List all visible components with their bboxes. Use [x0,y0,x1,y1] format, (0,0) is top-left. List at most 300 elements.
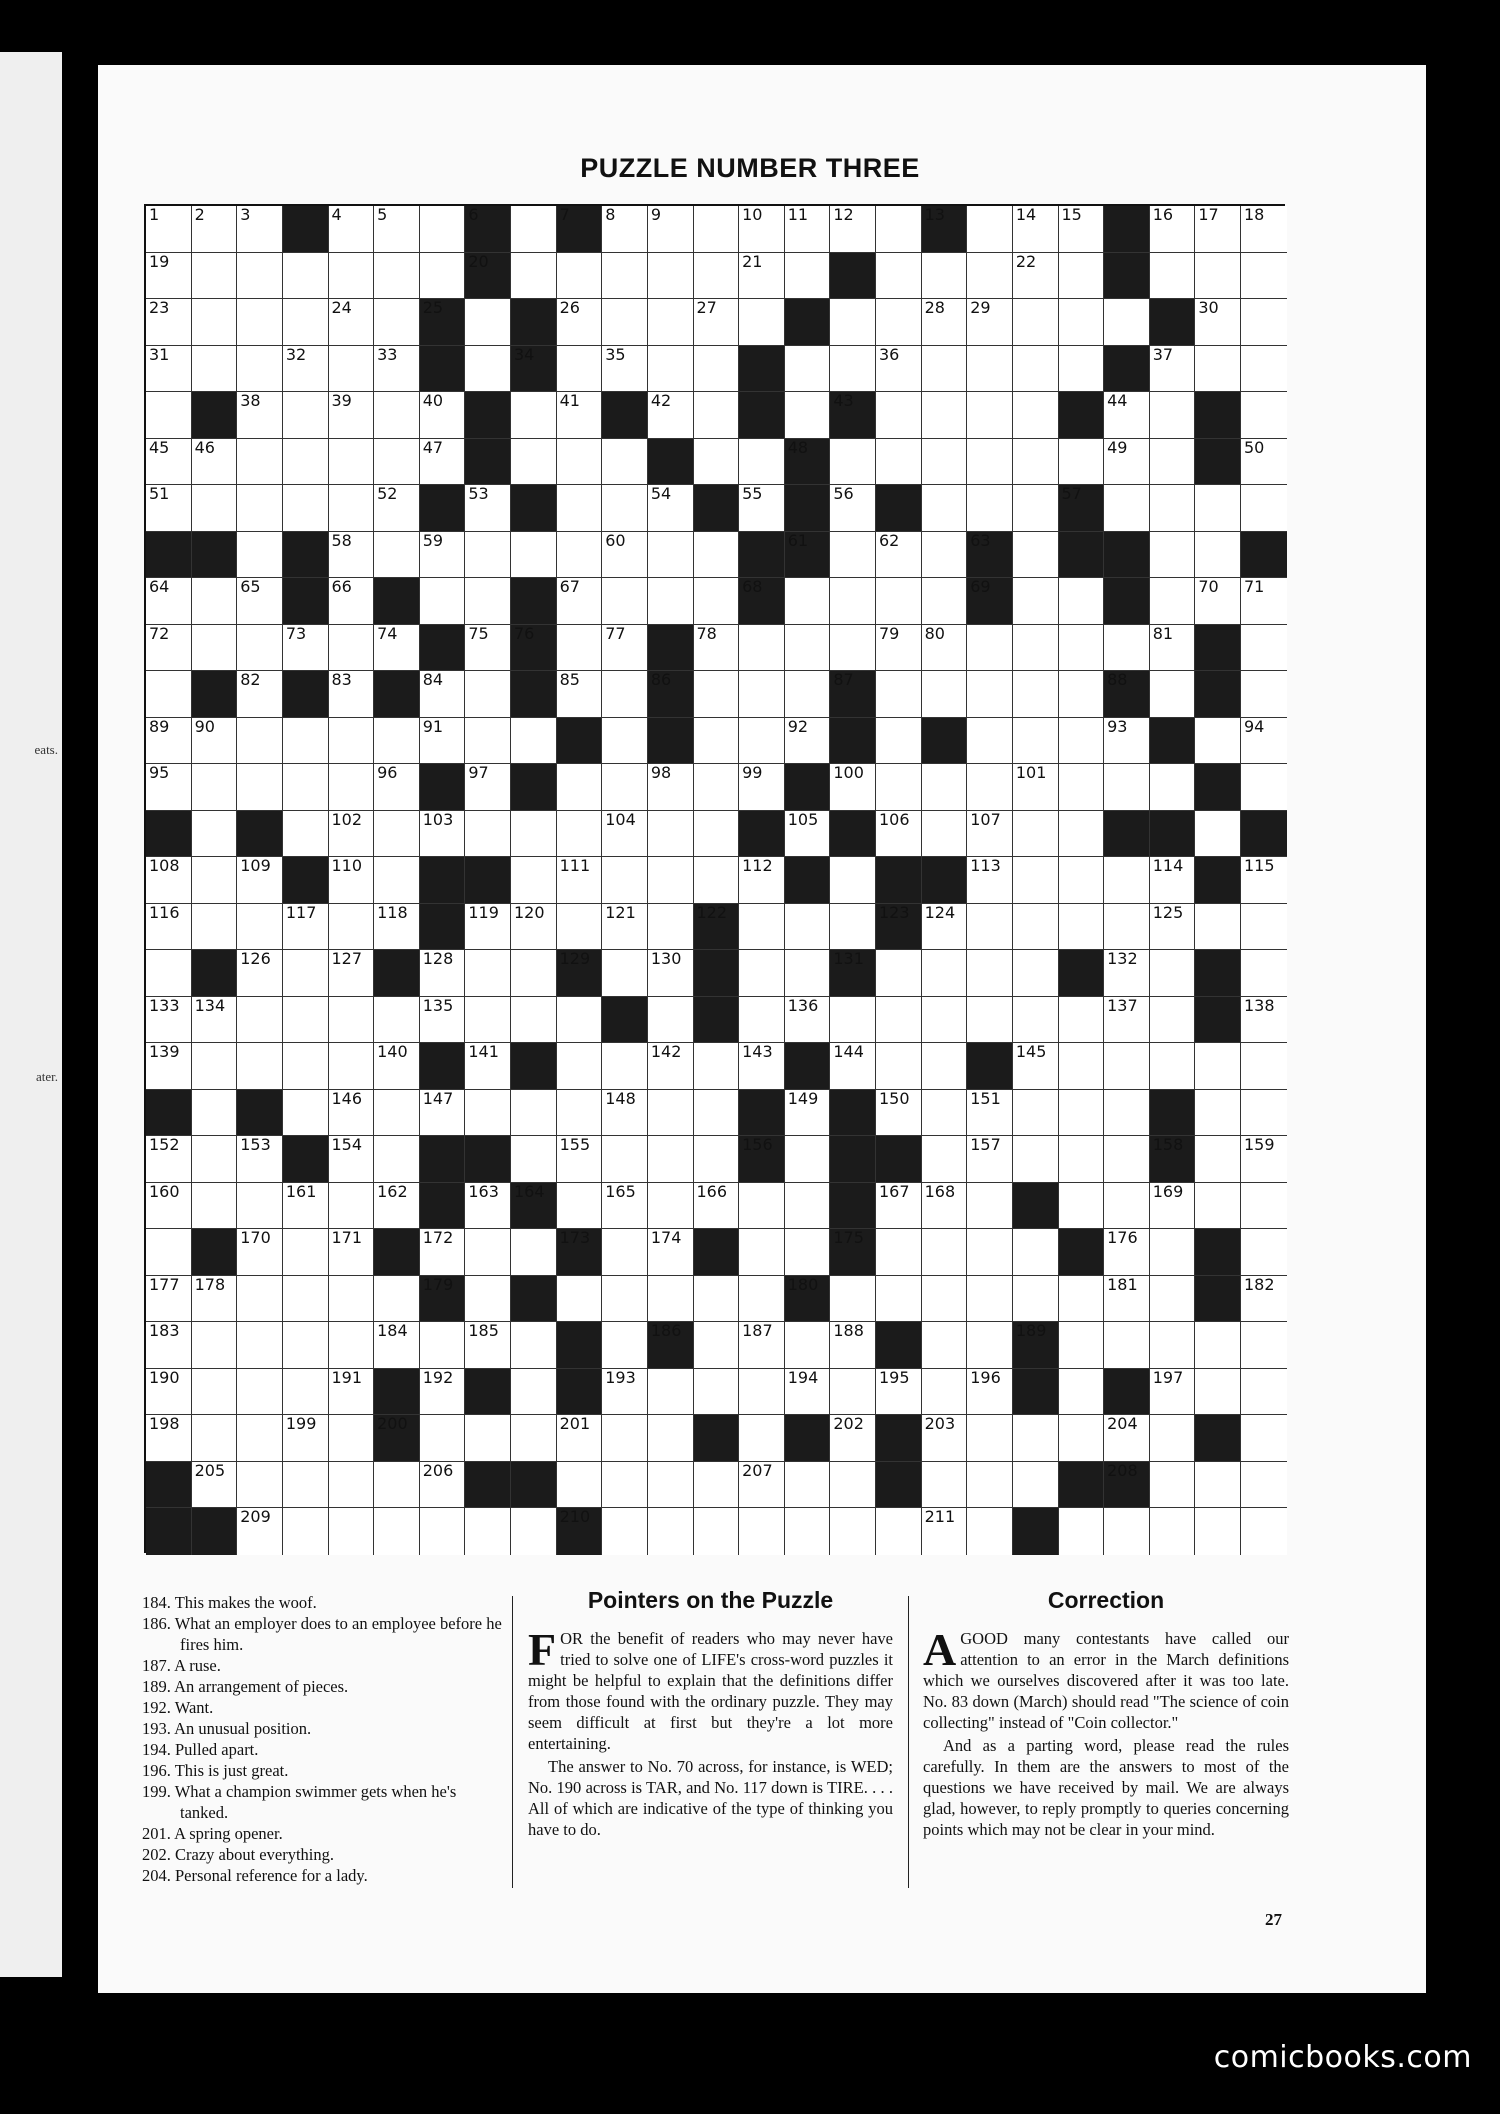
grid-cell[interactable] [237,1415,283,1462]
grid-cell[interactable] [557,1276,603,1323]
grid-cell[interactable] [785,1136,831,1183]
grid-cell[interactable] [329,1229,375,1276]
grid-cell[interactable] [1059,1276,1105,1323]
grid-cell[interactable] [237,671,283,718]
grid-cell[interactable] [1013,1043,1059,1090]
grid-cell[interactable] [922,671,968,718]
grid-cell[interactable] [830,625,876,672]
grid-cell[interactable] [1241,625,1287,672]
grid-cell[interactable] [192,1043,238,1090]
grid-cell[interactable] [1241,857,1287,904]
grid-cell[interactable] [1195,1183,1241,1230]
grid-cell[interactable] [192,811,238,858]
grid-cell[interactable] [648,1229,694,1276]
grid-cell[interactable] [192,1322,238,1369]
grid-cell[interactable] [465,764,511,811]
grid-cell[interactable] [283,439,329,486]
grid-cell[interactable] [1013,1415,1059,1462]
grid-cell[interactable] [374,718,420,765]
grid-cell[interactable] [146,392,192,439]
grid-cell[interactable] [1059,1183,1105,1230]
grid-cell[interactable] [557,1183,603,1230]
grid-cell[interactable] [237,578,283,625]
grid-cell[interactable] [648,1462,694,1509]
grid-cell[interactable] [830,299,876,346]
grid-cell[interactable] [420,532,466,579]
grid-cell[interactable] [830,764,876,811]
grid-cell[interactable] [739,1229,785,1276]
grid-cell[interactable] [648,578,694,625]
grid-cell[interactable] [694,857,740,904]
grid-cell[interactable] [1104,439,1150,486]
grid-cell[interactable] [237,206,283,253]
grid-cell[interactable] [1013,857,1059,904]
grid-cell[interactable] [511,1508,557,1555]
grid-cell[interactable] [1059,1415,1105,1462]
grid-cell[interactable] [967,625,1013,672]
grid-cell[interactable] [922,764,968,811]
grid-cell[interactable] [922,1043,968,1090]
grid-cell[interactable] [648,904,694,951]
grid-cell[interactable] [283,1462,329,1509]
grid-cell[interactable] [602,1369,648,1416]
grid-cell[interactable] [876,392,922,439]
grid-cell[interactable] [1195,1462,1241,1509]
grid-cell[interactable] [146,1229,192,1276]
grid-cell[interactable] [830,1462,876,1509]
grid-cell[interactable] [283,1322,329,1369]
grid-cell[interactable] [694,1462,740,1509]
grid-cell[interactable] [785,718,831,765]
grid-cell[interactable] [1059,718,1105,765]
grid-cell[interactable] [1150,346,1196,393]
grid-cell[interactable] [922,904,968,951]
grid-cell[interactable] [648,299,694,346]
grid-cell[interactable] [876,253,922,300]
grid-cell[interactable] [237,1183,283,1230]
grid-cell[interactable] [602,1508,648,1555]
grid-cell[interactable] [1013,950,1059,997]
grid-cell[interactable] [192,1183,238,1230]
grid-cell[interactable] [374,392,420,439]
grid-cell[interactable] [237,950,283,997]
grid-cell[interactable] [1241,1136,1287,1183]
grid-cell[interactable] [739,950,785,997]
grid-cell[interactable] [557,625,603,672]
grid-cell[interactable] [237,392,283,439]
grid-cell[interactable] [283,1043,329,1090]
grid-cell[interactable] [283,1415,329,1462]
grid-cell[interactable] [557,578,603,625]
grid-cell[interactable] [1150,578,1196,625]
grid-cell[interactable] [648,1415,694,1462]
grid-cell[interactable] [648,1276,694,1323]
grid-cell[interactable] [648,1183,694,1230]
grid-cell[interactable] [237,1136,283,1183]
grid-cell[interactable] [465,1415,511,1462]
grid-cell[interactable] [1241,439,1287,486]
grid-cell[interactable] [1013,1090,1059,1137]
grid-cell[interactable] [511,950,557,997]
grid-cell[interactable] [922,1229,968,1276]
grid-cell[interactable] [374,1043,420,1090]
grid-cell[interactable] [420,671,466,718]
grid-cell[interactable] [602,1136,648,1183]
grid-cell[interactable] [283,253,329,300]
grid-cell[interactable] [876,439,922,486]
grid-cell[interactable] [1013,997,1059,1044]
grid-cell[interactable] [1013,718,1059,765]
grid-cell[interactable] [967,1462,1013,1509]
grid-cell[interactable] [192,299,238,346]
grid-cell[interactable] [739,625,785,672]
grid-cell[interactable] [1059,1369,1105,1416]
grid-cell[interactable] [1059,346,1105,393]
grid-cell[interactable] [1059,299,1105,346]
grid-cell[interactable] [876,950,922,997]
grid-cell[interactable] [283,299,329,346]
grid-cell[interactable] [420,1462,466,1509]
grid-cell[interactable] [1241,1183,1287,1230]
grid-cell[interactable] [374,764,420,811]
grid-cell[interactable] [602,1229,648,1276]
grid-cell[interactable] [922,1136,968,1183]
grid-cell[interactable] [557,1090,603,1137]
grid-cell[interactable] [1104,950,1150,997]
grid-cell[interactable] [694,1322,740,1369]
grid-cell[interactable] [557,532,603,579]
grid-cell[interactable] [785,997,831,1044]
grid-cell[interactable] [739,718,785,765]
grid-cell[interactable] [1104,857,1150,904]
grid-cell[interactable] [785,1322,831,1369]
grid-cell[interactable] [648,1043,694,1090]
grid-cell[interactable] [557,671,603,718]
grid-cell[interactable] [146,718,192,765]
grid-cell[interactable] [602,532,648,579]
grid-cell[interactable] [1059,904,1105,951]
grid-cell[interactable] [557,857,603,904]
grid-cell[interactable] [1150,764,1196,811]
grid-cell[interactable] [1059,1136,1105,1183]
grid-cell[interactable] [785,346,831,393]
grid-cell[interactable] [1150,950,1196,997]
grid-cell[interactable] [922,532,968,579]
grid-cell[interactable] [329,299,375,346]
grid-cell[interactable] [374,1462,420,1509]
grid-cell[interactable] [1241,392,1287,439]
grid-cell[interactable] [602,904,648,951]
grid-cell[interactable] [1013,299,1059,346]
grid-cell[interactable] [694,439,740,486]
grid-cell[interactable] [1150,206,1196,253]
grid-cell[interactable] [146,625,192,672]
grid-cell[interactable] [374,1508,420,1555]
grid-cell[interactable] [830,532,876,579]
grid-cell[interactable] [648,253,694,300]
grid-cell[interactable] [1104,625,1150,672]
grid-cell[interactable] [557,764,603,811]
grid-cell[interactable] [511,439,557,486]
grid-cell[interactable] [557,346,603,393]
grid-cell[interactable] [1195,206,1241,253]
grid-cell[interactable] [146,1043,192,1090]
grid-cell[interactable] [785,904,831,951]
grid-cell[interactable] [922,1322,968,1369]
grid-cell[interactable] [420,1369,466,1416]
grid-cell[interactable] [876,764,922,811]
grid-cell[interactable] [146,578,192,625]
grid-cell[interactable] [1104,485,1150,532]
grid-cell[interactable] [1241,671,1287,718]
grid-cell[interactable] [876,1276,922,1323]
grid-cell[interactable] [329,1136,375,1183]
grid-cell[interactable] [785,1183,831,1230]
grid-cell[interactable] [465,532,511,579]
grid-cell[interactable] [648,485,694,532]
grid-cell[interactable] [1241,950,1287,997]
grid-cell[interactable] [329,625,375,672]
grid-cell[interactable] [1104,1508,1150,1555]
grid-cell[interactable] [1059,206,1105,253]
grid-cell[interactable] [739,857,785,904]
grid-cell[interactable] [785,625,831,672]
grid-cell[interactable] [329,439,375,486]
grid-cell[interactable] [1150,1043,1196,1090]
grid-cell[interactable] [511,532,557,579]
grid-cell[interactable] [1104,1229,1150,1276]
grid-cell[interactable] [967,439,1013,486]
grid-cell[interactable] [237,718,283,765]
grid-cell[interactable] [876,811,922,858]
grid-cell[interactable] [876,997,922,1044]
grid-cell[interactable] [967,1183,1013,1230]
grid-cell[interactable] [739,439,785,486]
grid-cell[interactable] [876,671,922,718]
grid-cell[interactable] [602,1276,648,1323]
grid-cell[interactable] [237,253,283,300]
grid-cell[interactable] [694,346,740,393]
grid-cell[interactable] [146,253,192,300]
grid-cell[interactable] [283,1229,329,1276]
grid-cell[interactable] [739,1322,785,1369]
grid-cell[interactable] [557,439,603,486]
grid-cell[interactable] [283,718,329,765]
grid-cell[interactable] [922,1462,968,1509]
grid-cell[interactable] [694,718,740,765]
grid-cell[interactable] [694,299,740,346]
grid-cell[interactable] [1104,1183,1150,1230]
grid-cell[interactable] [146,904,192,951]
grid-cell[interactable] [1013,625,1059,672]
grid-cell[interactable] [830,346,876,393]
grid-cell[interactable] [192,578,238,625]
grid-cell[interactable] [374,1322,420,1369]
grid-cell[interactable] [967,950,1013,997]
grid-cell[interactable] [1059,578,1105,625]
grid-cell[interactable] [1241,1462,1287,1509]
grid-cell[interactable] [237,1276,283,1323]
grid-cell[interactable] [1150,625,1196,672]
grid-cell[interactable] [967,857,1013,904]
grid-cell[interactable] [374,299,420,346]
grid-cell[interactable] [329,1415,375,1462]
grid-cell[interactable] [1195,1090,1241,1137]
grid-cell[interactable] [967,1090,1013,1137]
grid-cell[interactable] [420,1508,466,1555]
grid-cell[interactable] [237,485,283,532]
grid-cell[interactable] [602,1415,648,1462]
grid-cell[interactable] [511,997,557,1044]
grid-cell[interactable] [1059,1090,1105,1137]
grid-cell[interactable] [146,206,192,253]
grid-cell[interactable] [876,1090,922,1137]
grid-cell[interactable] [465,1090,511,1137]
grid-cell[interactable] [374,1090,420,1137]
grid-cell[interactable] [1241,346,1287,393]
grid-cell[interactable] [922,1183,968,1230]
grid-cell[interactable] [694,253,740,300]
grid-cell[interactable] [283,1183,329,1230]
grid-cell[interactable] [785,1090,831,1137]
grid-cell[interactable] [876,1229,922,1276]
grid-cell[interactable] [739,1462,785,1509]
grid-cell[interactable] [511,1369,557,1416]
grid-cell[interactable] [329,206,375,253]
grid-cell[interactable] [146,1322,192,1369]
grid-cell[interactable] [876,1508,922,1555]
grid-cell[interactable] [1059,997,1105,1044]
grid-cell[interactable] [922,625,968,672]
grid-cell[interactable] [283,950,329,997]
grid-cell[interactable] [694,206,740,253]
grid-cell[interactable] [374,485,420,532]
grid-cell[interactable] [967,904,1013,951]
grid-cell[interactable] [602,950,648,997]
grid-cell[interactable] [1195,346,1241,393]
grid-cell[interactable] [1150,392,1196,439]
grid-cell[interactable] [967,1276,1013,1323]
grid-cell[interactable] [329,950,375,997]
grid-cell[interactable] [922,950,968,997]
grid-cell[interactable] [1195,1322,1241,1369]
grid-cell[interactable] [1241,1369,1287,1416]
grid-cell[interactable] [967,1322,1013,1369]
grid-cell[interactable] [420,206,466,253]
grid-cell[interactable] [1059,857,1105,904]
grid-cell[interactable] [602,346,648,393]
grid-cell[interactable] [374,206,420,253]
grid-cell[interactable] [967,1229,1013,1276]
grid-cell[interactable] [192,485,238,532]
grid-cell[interactable] [329,811,375,858]
grid-cell[interactable] [1013,253,1059,300]
grid-cell[interactable] [465,811,511,858]
grid-cell[interactable] [922,1415,968,1462]
grid-cell[interactable] [1195,578,1241,625]
grid-cell[interactable] [1013,392,1059,439]
grid-cell[interactable] [1059,1322,1105,1369]
grid-cell[interactable] [465,346,511,393]
grid-cell[interactable] [1150,1183,1196,1230]
grid-cell[interactable] [830,439,876,486]
grid-cell[interactable] [1104,1415,1150,1462]
grid-cell[interactable] [329,346,375,393]
grid-cell[interactable] [557,997,603,1044]
grid-cell[interactable] [192,857,238,904]
grid-cell[interactable] [237,1322,283,1369]
grid-cell[interactable] [876,625,922,672]
grid-cell[interactable] [146,950,192,997]
grid-cell[interactable] [1241,206,1287,253]
grid-cell[interactable] [374,625,420,672]
grid-cell[interactable] [739,1415,785,1462]
grid-cell[interactable] [465,950,511,997]
grid-cell[interactable] [329,904,375,951]
grid-cell[interactable] [922,439,968,486]
grid-cell[interactable] [329,532,375,579]
grid-cell[interactable] [237,1369,283,1416]
grid-cell[interactable] [329,1043,375,1090]
grid-cell[interactable] [465,578,511,625]
grid-cell[interactable] [1059,671,1105,718]
grid-cell[interactable] [694,1183,740,1230]
grid-cell[interactable] [785,578,831,625]
grid-cell[interactable] [511,392,557,439]
grid-cell[interactable] [1059,811,1105,858]
grid-cell[interactable] [192,625,238,672]
grid-cell[interactable] [465,1508,511,1555]
grid-cell[interactable] [967,1369,1013,1416]
grid-cell[interactable] [237,857,283,904]
grid-cell[interactable] [602,485,648,532]
grid-cell[interactable] [1104,904,1150,951]
grid-cell[interactable] [648,950,694,997]
grid-cell[interactable] [830,1415,876,1462]
grid-cell[interactable] [557,1043,603,1090]
grid-cell[interactable] [922,392,968,439]
grid-cell[interactable] [648,346,694,393]
grid-cell[interactable] [511,1136,557,1183]
grid-cell[interactable] [237,532,283,579]
grid-cell[interactable] [967,811,1013,858]
grid-cell[interactable] [694,1090,740,1137]
grid-cell[interactable] [1195,1369,1241,1416]
grid-cell[interactable] [1195,532,1241,579]
grid-cell[interactable] [922,1369,968,1416]
grid-cell[interactable] [374,1183,420,1230]
grid-cell[interactable] [694,1043,740,1090]
grid-cell[interactable] [648,1136,694,1183]
grid-cell[interactable] [1150,904,1196,951]
grid-cell[interactable] [374,857,420,904]
grid-cell[interactable] [465,671,511,718]
grid-cell[interactable] [602,1090,648,1137]
grid-cell[interactable] [420,1415,466,1462]
grid-cell[interactable] [374,439,420,486]
grid-cell[interactable] [420,950,466,997]
grid-cell[interactable] [283,764,329,811]
grid-cell[interactable] [785,392,831,439]
grid-cell[interactable] [1104,764,1150,811]
grid-cell[interactable] [146,485,192,532]
grid-cell[interactable] [374,532,420,579]
grid-cell[interactable] [876,578,922,625]
grid-cell[interactable] [465,1043,511,1090]
grid-cell[interactable] [967,485,1013,532]
grid-cell[interactable] [1241,1229,1287,1276]
grid-cell[interactable] [785,1369,831,1416]
